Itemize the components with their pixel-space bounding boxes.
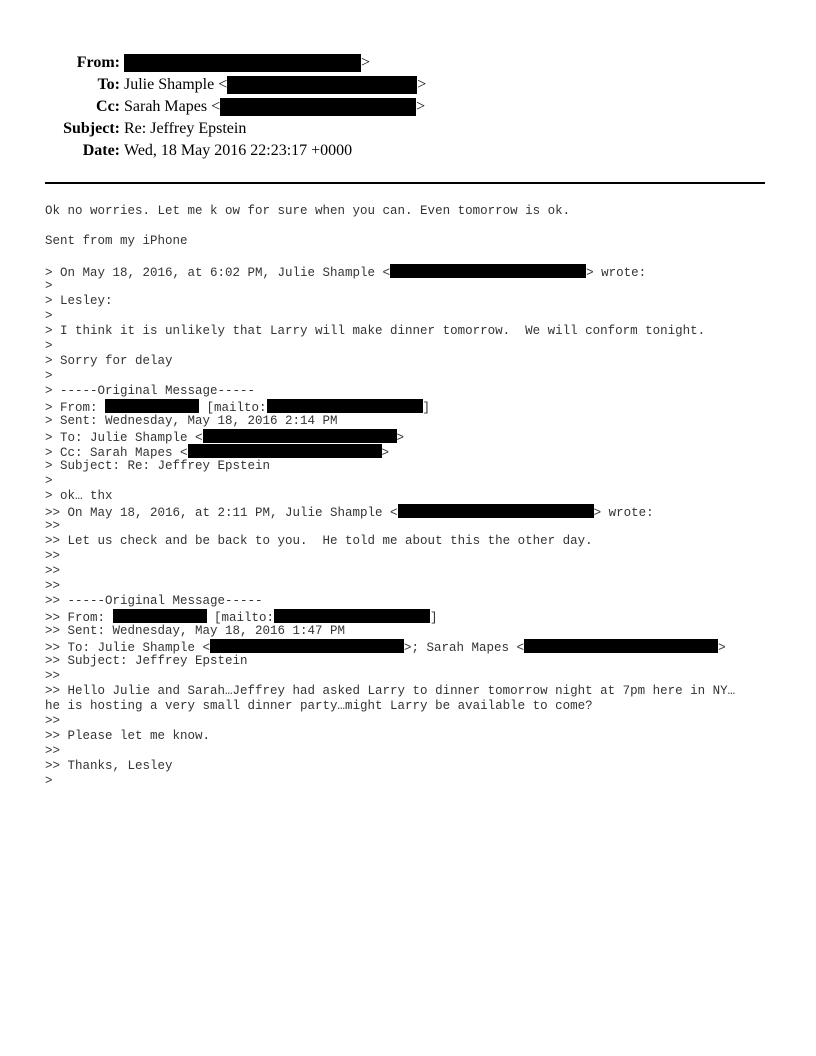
line-text: >; Sarah Mapes < [404, 641, 525, 654]
to-label: To: [97, 76, 120, 93]
quote-line: >> [45, 744, 61, 758]
quote-line: >> [45, 669, 61, 683]
quote-line: >> Subject: Jeffrey Epstein [45, 654, 248, 668]
redaction-bar [398, 504, 594, 518]
redaction-bar [274, 609, 430, 623]
quote-line: > Sent: Wednesday, May 18, 2016 2:14 PM [45, 414, 338, 428]
line-text: > [718, 641, 726, 654]
body-line: Ok no worries. Let me k ow for sure when you can. Even tomorrow is ok. [45, 204, 571, 218]
quote-line: >> [45, 549, 61, 563]
to-value [124, 74, 426, 96]
line-text: [mailto: [206, 611, 275, 624]
line-text: >> To: Julie Shample < [45, 641, 211, 654]
quote-line: >> Hello Julie and Sarah…Jeffrey had asked Larry to dinner tomorrow night at 7pm here in NY… [45, 684, 736, 698]
quote-line: > ok… thx [45, 489, 113, 503]
quote-line: >> [45, 564, 61, 578]
quote-line: > Lesley: [45, 294, 113, 308]
redaction-bar [105, 399, 199, 413]
quote-line [45, 444, 770, 459]
quote-line [45, 504, 770, 519]
body-line [45, 249, 770, 264]
quote-line: > [45, 774, 53, 788]
redaction-bar [113, 609, 207, 623]
quote-line: he is hosting a very small dinner party…might Larry be available to come? [45, 699, 593, 713]
from-suffix: > [361, 54, 371, 71]
quote-line: > [45, 279, 53, 293]
cc-suffix: > [416, 98, 426, 115]
quote-line: > Sorry for delay [45, 354, 173, 368]
line-text: > On May 18, 2016, at 6:02 PM, Julie Shample < [45, 266, 391, 279]
line-text: ] [422, 401, 431, 414]
quote-line: > Subject: Re: Jeffrey Epstein [45, 459, 271, 473]
quote-line: > [45, 369, 53, 383]
quote-line: > [45, 339, 53, 353]
redaction-bar [210, 639, 404, 653]
quote-line [45, 639, 770, 654]
quote-line: >> Sent: Wednesday, May 18, 2016 1:47 PM [45, 624, 346, 638]
line-text: [mailto: [199, 401, 267, 414]
from-value [124, 52, 370, 74]
line-text: > Cc: Sarah Mapes < [45, 446, 188, 459]
line-text: > From: [45, 401, 106, 414]
redaction-bar [524, 639, 718, 653]
date-value: Wed, 18 May 2016 22:23:17 +0000 [124, 142, 353, 159]
redaction-bar [188, 444, 382, 458]
quote-line: > [45, 474, 53, 488]
cc-name: Sarah Mapes < [124, 98, 221, 115]
quote-line: > I think it is unlikely that Larry will make dinner tomorrow. We will conform tonight. [45, 324, 706, 338]
quote-line: >> Please let me know. [45, 729, 211, 743]
redaction-bar [220, 98, 416, 116]
line-text: >> On May 18, 2016, at 2:11 PM, Julie Shample < [45, 506, 398, 519]
to-suffix: > [417, 76, 427, 93]
quote-line [45, 399, 770, 414]
email-body [45, 204, 770, 789]
cc-label: Cc: [96, 98, 120, 115]
line-text: >> From: [45, 611, 113, 624]
cc-value [124, 96, 425, 118]
line-text: > To: Julie Shample < [45, 431, 203, 444]
body-line: Sent from my iPhone [45, 234, 188, 248]
quote-line: >> Let us check and be back to you. He told me about this the other day. [45, 534, 593, 548]
date-label: Date: [82, 142, 120, 159]
quote-line: >> Thanks, Lesley [45, 759, 173, 773]
to-name: Julie Shample < [124, 76, 228, 93]
quote-line: >> [45, 714, 61, 728]
line-text: ] [430, 611, 438, 624]
subject-value: Re: Jeffrey Epstein [124, 120, 247, 137]
header-divider [45, 182, 765, 184]
quote-line: > -----Original Message----- [45, 384, 256, 398]
quote-line [45, 429, 770, 444]
subject-label: Subject: [63, 120, 120, 137]
quote-line: >> -----Original Message----- [45, 594, 263, 608]
quote-line: >> [45, 579, 61, 593]
quote-line [45, 264, 770, 279]
from-label: From: [76, 54, 120, 71]
line-text: > [381, 446, 390, 459]
quote-line [45, 609, 770, 624]
redaction-bar [267, 399, 423, 413]
redaction-bar [203, 429, 397, 443]
quote-line: >> [45, 519, 61, 533]
line-text: > wrote: [586, 266, 647, 279]
redaction-bar [390, 264, 586, 278]
line-text: > [396, 431, 405, 444]
body-line [45, 219, 770, 234]
quote-line: > [45, 309, 53, 323]
line-text: > wrote: [593, 506, 654, 519]
redaction-bar [227, 76, 417, 94]
redaction-bar [124, 54, 361, 72]
